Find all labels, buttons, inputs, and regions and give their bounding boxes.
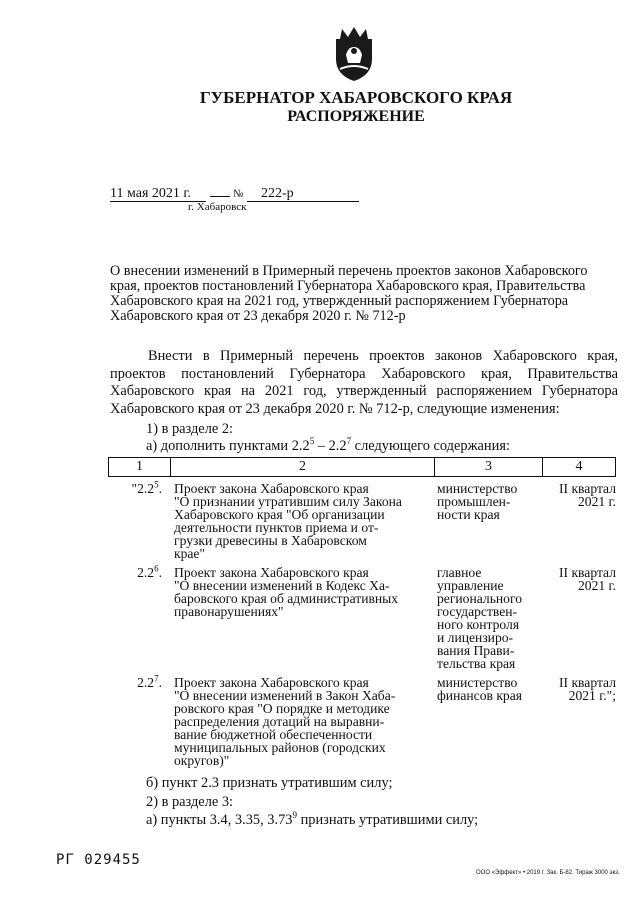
document-number: 222-р	[247, 186, 359, 202]
row-term: II квартал 2021 г.	[559, 565, 616, 593]
coat-of-arms-emblem	[330, 25, 378, 83]
row-title: Проект закона Хабаровского края "О внесении изменений в Закон Хаба- ровского края "О порядке и методике распределения дотаций на выравни- вание бюджетной обеспеченности муниципальных районов (городских округов)"	[174, 675, 396, 768]
item-1: 1) в разделе 2:	[146, 421, 234, 437]
row-number: "$2.2^5$.	[131, 479, 162, 496]
item-1b: б) пункт 2.3 признать утратившим силу;	[146, 775, 393, 791]
column-header: 3	[435, 458, 543, 477]
column-header: 4	[543, 458, 616, 477]
document-date: 11 мая 2021 г.	[110, 186, 206, 202]
item-2: 2) в разделе 3:	[146, 794, 234, 810]
row-responsible: главное управление регионального государствен- ного контроля и лицензиро- вания Прави- тельства края	[437, 565, 522, 671]
row-number: $2.2^7$.	[137, 673, 162, 690]
row-responsible: министерство промышлен- ности края	[437, 481, 518, 522]
row-responsible: министерство финансов края	[437, 675, 523, 703]
row-term: II квартал 2021 г.";	[559, 675, 616, 703]
date-line	[110, 186, 359, 202]
registration-number: РГ 029455	[56, 852, 141, 868]
item-2a: а) пункты 3.4, 3.35, 3.73$^9$ признать утратившими силу;	[146, 810, 479, 828]
row-number: $2.2^6$.	[137, 563, 162, 580]
row-title: Проект закона Хабаровского края "О внесении изменений в Кодекс Ха- баровского края об административных правонарушениях"	[174, 565, 399, 619]
column-header: 1	[109, 458, 171, 477]
document-subject: О внесении изменений в Примерный перечень проектов законов Хабаровского края, проектов постановлений Губернатора Хабаровского края, Правительства Хабаровского края на 2021 год, утвержденный распоряжением Губернатора Хабаровского края от 23 декабря 2020 г. № 712-р	[110, 263, 588, 324]
document-type: РАСПОРЯЖЕНИЕ	[287, 108, 425, 125]
item-1a: а) дополнить пунктами $2.2^5 - 2.2^7$ следующего содержания:	[146, 436, 510, 454]
intro-paragraph: Внести в Примерный перечень проектов законов Хабаровского края, проектов постановлений Губернатора Хабаровского края, Правительства Хабаровского края на 2021 год, утвержденный распоряжением Губернатора Хабаровского края от 23 декабря 2020 г. № 712-р, следующие изменения:	[110, 348, 618, 417]
printer-imprint: ООО «Эффект» • 2019 г. Зак. Б-82. Тираж 3000 экз.	[476, 870, 620, 876]
column-header: 2	[171, 458, 435, 477]
row-title: Проект закона Хабаровского края "О признании утратившим силу Закона Хабаровского края "Об организации деятельности пунктов приема и от- грузки древесины в Хабаровском крае"	[174, 481, 402, 561]
items-table-header	[108, 457, 616, 477]
number-label: №	[233, 188, 244, 200]
document-city: г. Хабаровск	[188, 201, 247, 213]
row-term: II квартал 2021 г.	[559, 481, 616, 509]
page-title: ГУБЕРНАТОР ХАБАРОВСКОГО КРАЯ	[199, 88, 513, 107]
